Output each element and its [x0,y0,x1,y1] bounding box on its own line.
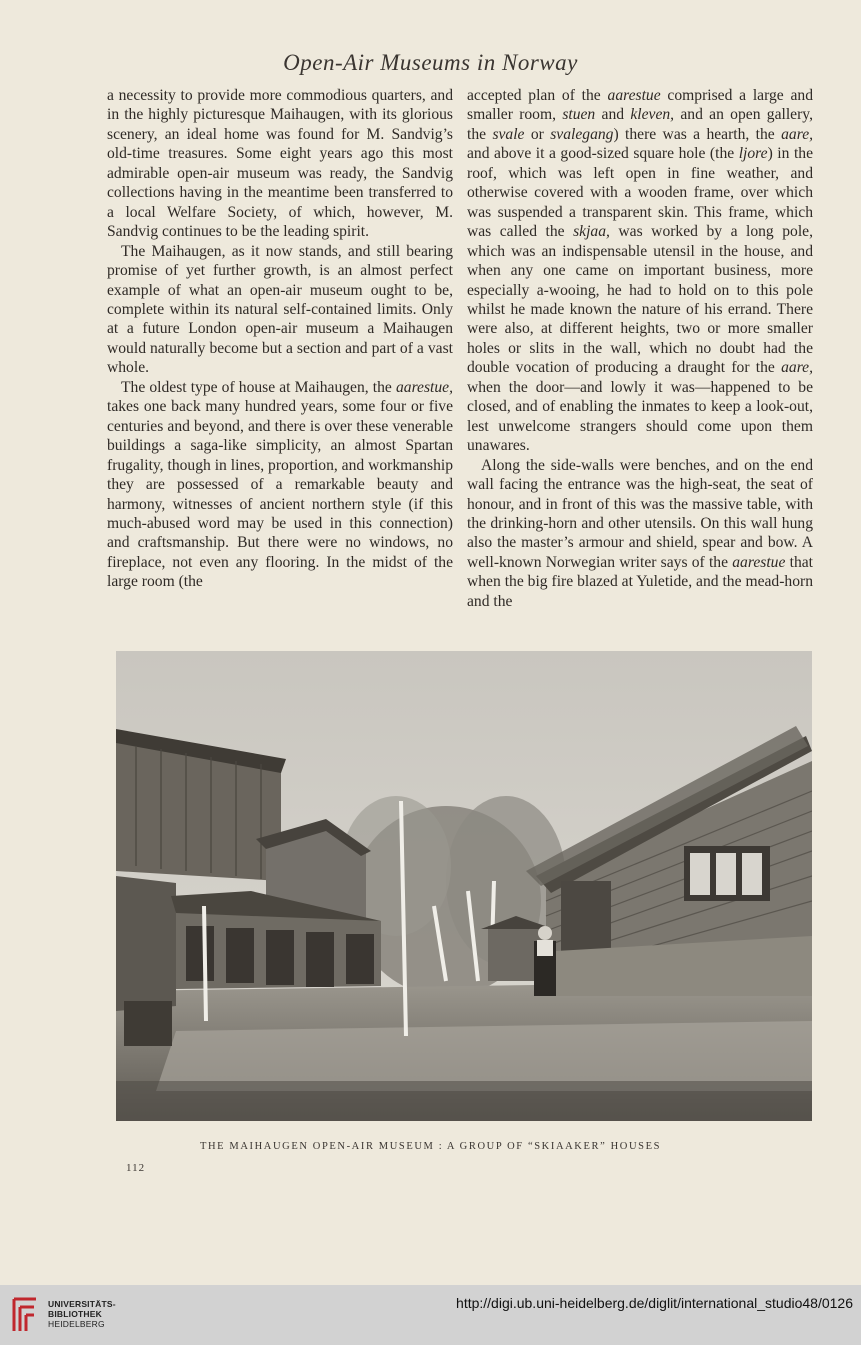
running-title: Open-Air Museums in Norway [283,50,578,75]
text-run: The oldest type of house at Maihaugen, the [121,378,392,396]
woman-blouse [537,940,553,956]
paragraph [107,378,453,592]
italic-term: svale [492,125,525,143]
window-panes [690,853,762,895]
right-text-column [467,86,813,611]
italic-term: svalegang [550,125,614,143]
italic-term: skjaa, [573,223,610,241]
source-url-link[interactable]: http://digi.ub.uni-heidelberg.de/diglit/international_studio48/0126 [456,1295,853,1311]
text-run: and above it a good-sized square hole (the [467,145,735,163]
text-run: or [530,125,544,143]
text-run: and an open gallery, the [467,106,813,143]
italic-term: aare, [781,359,813,377]
figure-caption: THE MAIHAUGEN OPEN-AIR MUSEUM : A GROUP OF “SKIAAKER” HOUSES [199,1141,662,1152]
storehouse-lower [116,876,176,1011]
paragraph [467,86,813,456]
text-run: when the door—and lowly it was—happened to be closed, and of enabling the inmates to keep a look-out, lest unwelcome strangers should come upon them unawares. [467,378,813,455]
library-line: BIBLIOTHEK [48,1309,102,1319]
text-run: Along the side-walls were benches, and on the end wall facing the entrance was the high-seat, the seat of honour, and in front of this was the massive table, with the drinking-horn and other utensils. On this wall hung also the master’s armour and shield, spear and bow. A well-known Norwegian writer says of the [467,456,813,571]
digitization-footer [0,1285,861,1345]
left-text-column [107,86,453,592]
page-number: 112 [126,1162,146,1174]
italic-term: aarestue, [395,378,453,396]
text-run: and [601,106,625,124]
yard-path [156,1021,812,1091]
paragraph [467,456,813,612]
library-line: UNIVERSITÄTS- [48,1299,116,1309]
text-run: ) there was a hearth, the [613,125,775,143]
woman-head [538,926,552,940]
text-run: ) in the roof, which was left open in fine weather, and otherwise covered with a wooden frame, over which was suspended a transparent skin. This frame, which was called the [467,145,814,241]
library-name [48,1299,116,1329]
halftone-photograph [116,651,812,1121]
farmstead-photo-illustration [116,651,812,1121]
italic-term: aare, [781,125,814,143]
house-porch [561,881,611,956]
text-run: accepted plan of the [467,87,601,104]
italic-term: stuen [562,106,596,124]
text-run: that when the big fire blazed at Yuletide, and the mead-horn and the [467,553,813,610]
italic-term: ljore [738,145,768,163]
paragraph: a necessity to provide more commodious quarters, and in the highly picturesque Maihaugen, with its glorious scenery, an ideal home was found for M. Sandvig’s old-time treasures. Some eight years ago this most admirable open-air museum was ready, the Sandvig collections having in the meantime been transferred to a local Welfare Society, of which, however, M. Sandvig continues to be the leading spirit. [107,87,453,241]
text-run: was worked by a long pole, which was an indispensable utensil in the house, and when any one came on important business, more especially a-wooing, he had to hold on to this pole whilst he made known the nature of his errand. There were also, at different heights, two or more smaller holes or slits in the wall, which no doubt had the double vocation of producing a draught for the [467,223,813,377]
italic-term: kleven, [630,106,675,124]
italic-term: aarestue [732,553,786,571]
italic-term: aarestue [607,87,661,104]
paragraph: The Maihaugen, as it now stands, and still bearing promise of yet further growth, is an almost perfect example of what an open-air museum ought to be, complete within its natural self-contained limits. Only at a future London open-air museum a Maihaugen would naturally become but a section and part of a vast whole. [107,242,453,377]
text-run: takes one back many hundred years, some four or five centuries and beyond, and there is over these venerable buildings a saga-like simplicity, an almost Spartan frugality, though in lines, proportion, and workmanship they are possessed of a remarkable beauty and harmony, witnesses of ancient northern style (if this much-abused word may be used in this connection) and craftsmanship. But there were no windows, no fireplace, not even any flooring. In the midst of the large room (the [107,398,453,591]
library-logo-icon [10,1293,40,1337]
foreground-shadow [116,1081,812,1121]
text-run: comprised a large and smaller room, [467,87,813,124]
storehouse-foundation [124,1001,172,1046]
library-line: HEIDELBERG [48,1319,105,1329]
